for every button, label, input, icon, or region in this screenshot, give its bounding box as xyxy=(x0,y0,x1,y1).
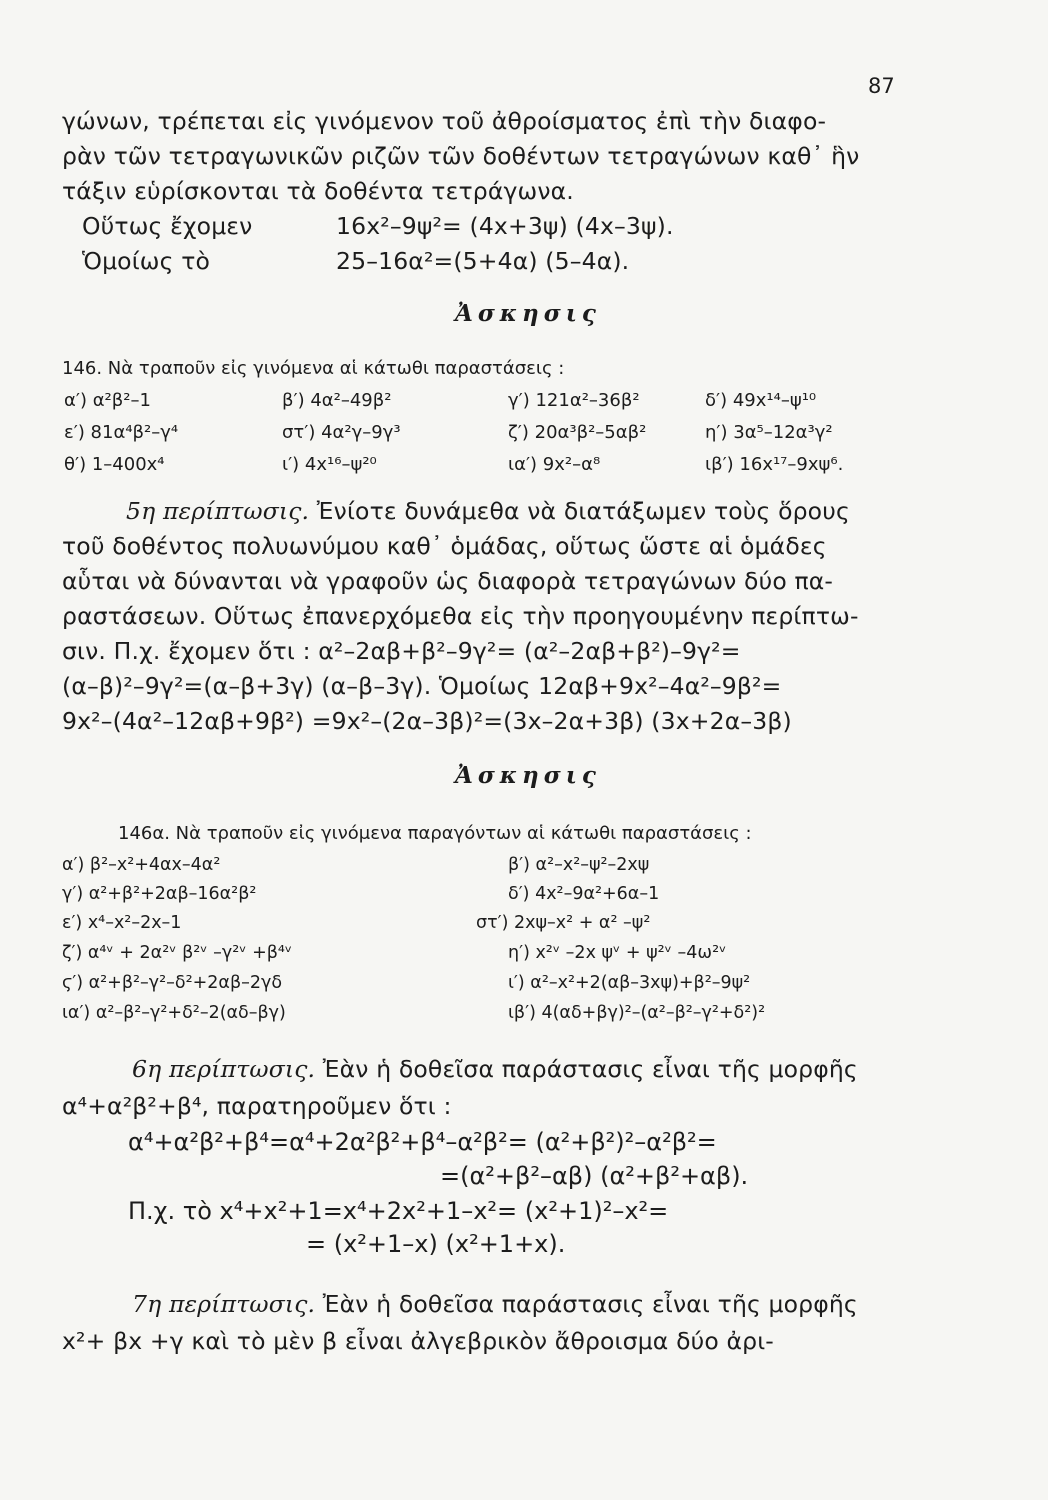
example-label-2: Ὁμοίως τὸ xyxy=(82,247,211,275)
case5-line-1-text: Ἐνίοτε δυνάμεθα νὰ διατάξωμεν τοὺς ὅρους xyxy=(309,497,850,525)
intro-line-1: γώνων, τρέπεται εἰς γινόμενον τοῦ ἀθροίσματος ἐπὶ τὴν διαφο- xyxy=(62,107,827,135)
exercise-146a-item: ϛ′) α²+β²–γ²–δ²+2αβ–2γδ xyxy=(62,973,283,993)
exercise-146a-item: ε′) x⁴–x²–2x–1 xyxy=(62,913,182,933)
example-formula-1: 16x²–9ψ²= (4x+3ψ) (4x–3ψ). xyxy=(336,212,674,240)
exercise-146a-item: στ′) 2xψ–x² + α² –ψ² xyxy=(476,913,651,933)
case6-title: 6η περίπτωσις. xyxy=(132,1055,316,1083)
case5-line-6: (α–β)²–9γ²=(α–β+3γ) (α–β–3γ). Ὁμοίως 12αβ+9x²–4α²–9β²= xyxy=(62,672,782,700)
exercise-146-item: θ′) 1–400x⁴ xyxy=(64,454,165,475)
case6-line-1-text: Ἐὰν ἡ δοθεῖσα παράστασις εἶναι τῆς μορφῆς xyxy=(315,1055,858,1083)
intro-line-3: τάξιν εὑρίσκονται τὰ δοθέντα τετράγωνα. xyxy=(62,177,574,205)
exercise-146a-item: α′) β²–x²+4αx–4α² xyxy=(62,855,221,875)
exercise-146-item: η′) 3α⁵–12α³γ² xyxy=(705,422,833,443)
case7-line-2: x²+ βx +γ καὶ τὸ μὲν β εἶναι ἀλγεβρικὸν ἄθροισμα δύο ἀρι- xyxy=(62,1327,774,1355)
example-formula-2: 25–16α²=(5+4α) (5–4α). xyxy=(336,247,630,275)
case5-line-7: 9x²–(4α²–12αβ+9β²) =9x²–(2α–3β)²=(3x–2α+3β) (3x+2α–3β) xyxy=(62,707,792,735)
case5-line-2: τοῦ δοθέντος πολυωνύμου καθ᾽ ὁμάδας, οὕτως ὥστε αἱ ὁμάδες xyxy=(62,532,827,560)
exercise-146a-item: β′) α²–x²–ψ²–2xψ xyxy=(508,855,650,875)
exercise-146-prompt: 146. Νὰ τραποῦν εἰς γινόμενα αἱ κάτωθι παραστάσεις : xyxy=(62,358,565,379)
exercise-146-item: β′) 4α²–49β² xyxy=(282,390,392,411)
exercises-heading-2: Ἀσκησις xyxy=(455,762,601,789)
case6-line-2: α⁴+α²β²+β⁴, παρατηροῦμεν ὅτι : xyxy=(62,1092,452,1120)
exercise-146-item: δ′) 49x¹⁴–ψ¹⁰ xyxy=(705,390,817,411)
exercise-146a-item: ια′) α²–β²–γ²+δ²–2(αδ–βγ) xyxy=(62,1003,286,1023)
case5-line-3: αὗται νὰ δύνανται νὰ γραφοῦν ὡς διαφορὰ τετραγώνων δύο πα- xyxy=(62,567,834,595)
case5-title: 5η περίπτωσις. xyxy=(126,497,310,525)
exercise-146a-item: ι′) α²–x²+2(αβ–3xψ)+β²–9ψ² xyxy=(508,973,751,993)
exercise-146-item: ιβ′) 16x¹⁷–9xψ⁶. xyxy=(705,454,844,475)
case6-equation-4: = (x²+1–x) (x²+1+x). xyxy=(306,1230,566,1258)
exercise-146a-item: ζ′) α⁴ᵛ + 2α²ᵛ β²ᵛ –γ²ᵛ +β⁴ᵛ xyxy=(62,943,293,963)
case6-equation-1: α⁴+α²β²+β⁴=α⁴+2α²β²+β⁴–α²β²= (α²+β²)²–α²β²= xyxy=(128,1128,717,1156)
exercise-146a-item: γ′) α²+β²+2αβ–16α²β² xyxy=(62,884,257,904)
case6-equation-3: Π.χ. τὸ x⁴+x²+1=x⁴+2x²+1–x²= (x²+1)²–x²= xyxy=(128,1197,669,1225)
case5-line-4: ραστάσεων. Οὕτως ἐπανερχόμεθα εἰς τὴν προηγουμένην περίπτω- xyxy=(62,602,859,630)
exercise-146a-item: η′) x²ᵛ –2x ψᵛ + ψ²ᵛ –4ω²ᵛ xyxy=(508,943,727,963)
case5-line-1 xyxy=(126,497,850,525)
exercise-146-item: ζ′) 20α³β²–5αβ² xyxy=(508,422,647,443)
case7-title: 7η περίπτωσις. xyxy=(132,1290,316,1318)
exercise-146a-prompt: 146α. Νὰ τραποῦν εἰς γινόμενα παραγόντων αἱ κάτωθι παραστάσεις : xyxy=(118,823,752,844)
intro-line-2: ρὰν τῶν τετραγωνικῶν ριζῶν τῶν δοθέντων τετραγώνων καθ᾽ ἣν xyxy=(62,142,860,170)
case6-equation-2: =(α²+β²–αβ) (α²+β²+αβ). xyxy=(440,1162,749,1190)
page-number: 87 xyxy=(868,74,895,98)
case7-line-1 xyxy=(132,1290,858,1318)
exercise-146a-item: δ′) 4x²–9α²+6α–1 xyxy=(508,884,660,904)
case6-line-1 xyxy=(132,1055,858,1083)
exercise-146a-item: ιβ′) 4(αδ+βγ)²–(α²–β²–γ²+δ²)² xyxy=(508,1003,766,1023)
exercises-heading-1: Ἀσκησις xyxy=(455,300,601,327)
example-label-1: Οὕτως ἔχομεν xyxy=(82,212,253,240)
exercise-146-item: ε′) 81α⁴β²–γ⁴ xyxy=(64,422,179,443)
exercise-146-item: ι′) 4x¹⁶–ψ²⁰ xyxy=(282,454,377,475)
case7-line-1-text: Ἐὰν ἡ δοθεῖσα παράστασις εἶναι τῆς μορφῆς xyxy=(315,1290,858,1318)
exercise-146-item: στ′) 4α²γ–9γ³ xyxy=(282,422,401,443)
case5-line-5: σιν. Π.χ. ἔχομεν ὅτι : α²–2αβ+β²–9γ²= (α²–2αβ+β²)–9γ²= xyxy=(62,637,741,665)
exercise-146-item: ια′) 9x²–α⁸ xyxy=(508,454,601,475)
exercise-146-item: γ′) 121α²–36β² xyxy=(508,390,640,411)
exercise-146-item: α′) α²β²–1 xyxy=(64,390,151,411)
